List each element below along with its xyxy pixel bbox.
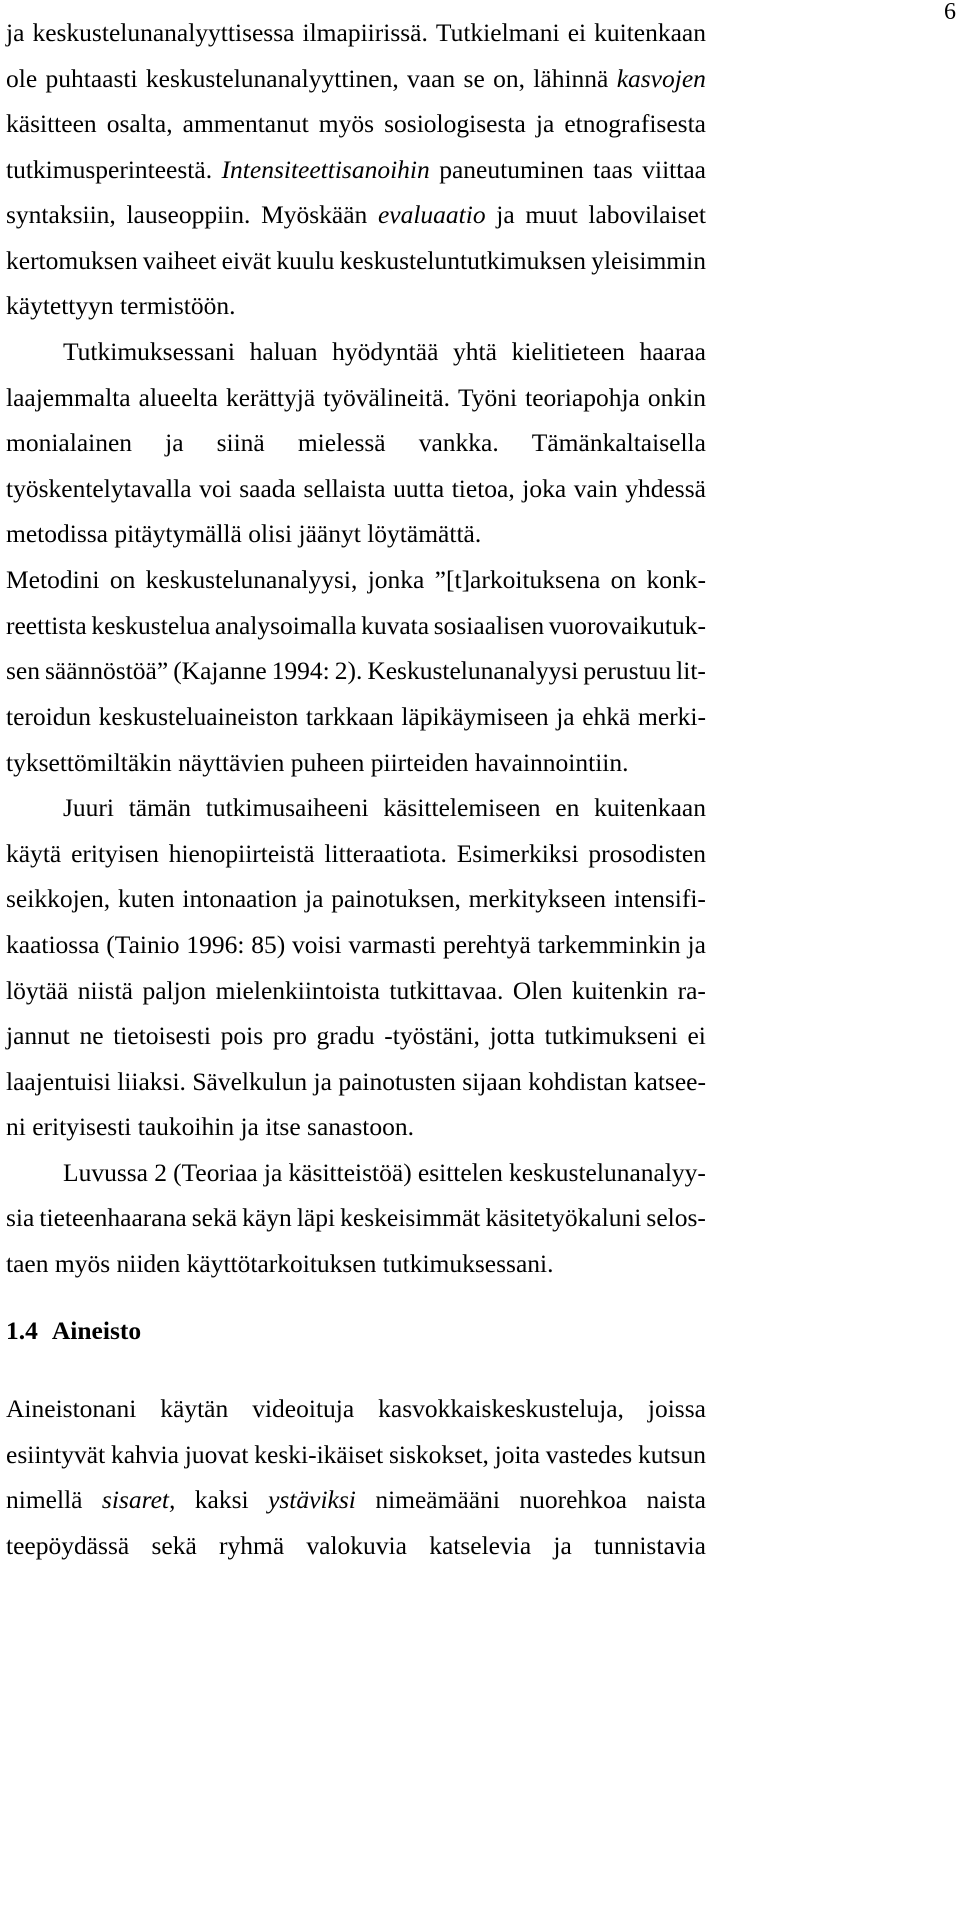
word: 85) bbox=[251, 930, 286, 959]
word: säännöstöä” bbox=[44, 656, 169, 685]
word: pitäytymällä bbox=[114, 519, 249, 548]
word: Keskustelunanalyysi bbox=[367, 656, 579, 685]
word: haluan bbox=[249, 337, 318, 366]
word: tarkkaan bbox=[305, 702, 394, 731]
word: katselevia bbox=[429, 1531, 532, 1560]
word: keskustelunanalyy- bbox=[509, 1158, 706, 1187]
word: ilmapiirissä. bbox=[302, 18, 428, 47]
word: näyttävien bbox=[178, 748, 291, 777]
word: käsitteen bbox=[6, 109, 97, 138]
text-line bbox=[6, 428, 706, 458]
word: joita bbox=[494, 1440, 540, 1469]
text-line bbox=[6, 702, 706, 732]
word: ne bbox=[79, 1021, 104, 1050]
word: kohdistan bbox=[528, 1067, 628, 1096]
word: sellaista bbox=[303, 474, 386, 503]
word: intensifi- bbox=[613, 884, 706, 913]
word: tietoisesti bbox=[113, 1021, 211, 1050]
word: ja bbox=[6, 18, 25, 47]
word: sijaan bbox=[462, 1067, 522, 1096]
text-line bbox=[6, 1485, 706, 1515]
word: taas bbox=[593, 155, 633, 184]
word: ja bbox=[304, 884, 324, 913]
word: ra- bbox=[677, 976, 706, 1005]
text-line bbox=[6, 64, 706, 94]
word: kuulu bbox=[276, 246, 335, 275]
word: videoituja bbox=[252, 1394, 355, 1423]
word: Esimerkiksi bbox=[456, 839, 579, 868]
word: varmasti bbox=[348, 930, 437, 959]
text-line bbox=[6, 1112, 706, 1142]
word: merki- bbox=[637, 702, 706, 731]
word: sekä bbox=[151, 1531, 197, 1560]
word: laajemmalta bbox=[6, 383, 131, 412]
word: perehtyä bbox=[443, 930, 531, 959]
word: vankka. bbox=[418, 428, 499, 457]
word: (Kajanne bbox=[173, 656, 267, 685]
italic-word: sisaret, bbox=[101, 1485, 176, 1514]
word: katsee- bbox=[633, 1067, 706, 1096]
word: alueelta bbox=[138, 383, 218, 412]
text-line bbox=[6, 565, 706, 595]
word: käytä bbox=[6, 839, 62, 868]
word: lauseoppiin. bbox=[126, 200, 251, 229]
word: on bbox=[109, 565, 136, 594]
word: jotta bbox=[489, 1021, 535, 1050]
word: löytää bbox=[6, 976, 69, 1005]
word: naista bbox=[646, 1485, 706, 1514]
word: nuorehkoa bbox=[519, 1485, 628, 1514]
word: on, bbox=[493, 64, 525, 93]
word: ”[t]arkoituksena bbox=[434, 565, 601, 594]
word: Olen bbox=[512, 976, 563, 1005]
word: puheen bbox=[290, 748, 371, 777]
word: vuorovaikutuk- bbox=[548, 611, 706, 640]
word: teoriapohja bbox=[525, 383, 640, 412]
text-line bbox=[6, 474, 706, 504]
word: niiden bbox=[116, 1249, 187, 1278]
word: -työstäni, bbox=[384, 1021, 480, 1050]
word: sosiaalisen bbox=[433, 611, 545, 640]
word: valokuvia bbox=[306, 1531, 407, 1560]
text-line bbox=[6, 1440, 706, 1470]
word: intonaation bbox=[182, 884, 298, 913]
text-line bbox=[6, 611, 706, 641]
word: myös bbox=[318, 109, 375, 138]
word: olisi bbox=[248, 519, 299, 548]
word: litteraatiota. bbox=[324, 839, 447, 868]
text-line bbox=[6, 200, 706, 230]
word: työvälineitä. bbox=[323, 383, 450, 412]
word: ryhmä bbox=[219, 1531, 285, 1560]
word: taukoihin bbox=[137, 1112, 241, 1141]
word: kutsun bbox=[637, 1440, 706, 1469]
word: 2). bbox=[334, 656, 363, 685]
word: metodissa bbox=[6, 519, 115, 548]
word: erityisesti bbox=[32, 1112, 138, 1141]
word: havainnointiin. bbox=[474, 748, 629, 777]
section-heading bbox=[6, 1316, 141, 1346]
word: tieteenhaarana bbox=[39, 1203, 187, 1232]
text-line bbox=[6, 519, 706, 549]
word: itse bbox=[265, 1112, 308, 1141]
text-line bbox=[63, 1158, 706, 1188]
word: tutkimusperinteestä. bbox=[6, 155, 213, 184]
text-line bbox=[6, 884, 706, 914]
word: käsittelemiseen bbox=[383, 793, 541, 822]
word: käytän bbox=[160, 1394, 229, 1423]
word: myös bbox=[54, 1249, 117, 1278]
word: hyödyntää bbox=[332, 337, 439, 366]
word: teepöydässä bbox=[6, 1531, 130, 1560]
word: ehkä bbox=[582, 702, 631, 731]
text-line bbox=[6, 839, 706, 869]
text-line bbox=[6, 18, 706, 48]
page-number: 6 bbox=[944, 0, 956, 25]
word: vaiheet bbox=[142, 246, 217, 275]
text-line bbox=[6, 748, 706, 778]
word: kertomuksen bbox=[6, 246, 138, 275]
word: Tutkimuksessani bbox=[63, 337, 235, 366]
word: (Teoriaa bbox=[173, 1158, 258, 1187]
word: Työni bbox=[457, 383, 518, 412]
word: siskokset, bbox=[388, 1440, 489, 1469]
word: sanastoon. bbox=[307, 1112, 414, 1141]
word: teroidun bbox=[6, 702, 91, 731]
word: paneutuminen bbox=[439, 155, 584, 184]
word: selos- bbox=[646, 1203, 706, 1232]
word: eivät bbox=[221, 246, 272, 275]
word: ja bbox=[263, 1158, 283, 1187]
word: Juuri bbox=[63, 793, 114, 822]
word: ni bbox=[6, 1112, 33, 1141]
word: puhtaasti bbox=[45, 64, 138, 93]
text-line bbox=[6, 1531, 706, 1561]
word: termistöön. bbox=[120, 291, 236, 320]
word: Myöskään bbox=[261, 200, 368, 229]
word: löytämättä. bbox=[367, 519, 482, 548]
word: ja bbox=[313, 1067, 332, 1096]
word: tarkemminkin bbox=[537, 930, 681, 959]
text-line bbox=[6, 1203, 706, 1233]
word: keskusteluntutkimuksen bbox=[339, 246, 587, 275]
word: ei bbox=[687, 1021, 706, 1050]
word: tämän bbox=[128, 793, 192, 822]
text-line bbox=[6, 1249, 706, 1279]
word: voi bbox=[199, 474, 232, 503]
word: muut bbox=[525, 200, 578, 229]
text-line bbox=[6, 976, 706, 1006]
word: nimellä bbox=[6, 1485, 83, 1514]
word: erityisen bbox=[71, 839, 159, 868]
word: voisi bbox=[292, 930, 342, 959]
word: (Tainio bbox=[106, 930, 180, 959]
word: sia bbox=[6, 1203, 35, 1232]
word: liiaksi. bbox=[117, 1067, 186, 1096]
word: joissa bbox=[647, 1394, 706, 1423]
word: sen bbox=[6, 656, 40, 685]
word: se bbox=[463, 64, 485, 93]
word: ja bbox=[535, 109, 555, 138]
word: niistä bbox=[77, 976, 133, 1005]
text-line bbox=[6, 1021, 706, 1051]
word: kahvia bbox=[110, 1440, 179, 1469]
word: keskustelua bbox=[91, 611, 211, 640]
word: seikkojen, bbox=[6, 884, 111, 913]
word: yleisimmin bbox=[591, 246, 706, 275]
word: pois bbox=[220, 1021, 264, 1050]
word: ja bbox=[165, 428, 184, 457]
word: tunnistavia bbox=[594, 1531, 706, 1560]
word: piirteiden bbox=[370, 748, 475, 777]
word: konk- bbox=[646, 565, 706, 594]
word: hienopiirteistä bbox=[168, 839, 315, 868]
word: mielessä bbox=[297, 428, 386, 457]
italic-word: ystäviksi bbox=[268, 1485, 356, 1514]
word: käyn bbox=[242, 1203, 292, 1232]
word: sosiologisesta bbox=[384, 109, 526, 138]
word: vaan bbox=[407, 64, 456, 93]
word: vain bbox=[573, 474, 618, 503]
word: Tutkielmani bbox=[435, 18, 560, 47]
word: kuvata bbox=[361, 611, 430, 640]
word: esittelen bbox=[417, 1158, 503, 1187]
word: osalta, bbox=[106, 109, 173, 138]
word: kuitenkaan bbox=[594, 18, 706, 47]
word: tutkimukseni bbox=[544, 1021, 678, 1050]
text-line bbox=[6, 109, 706, 139]
word: kasvokkaiskeskusteluja, bbox=[378, 1394, 624, 1423]
word: kaksi bbox=[194, 1485, 249, 1514]
word: jonka bbox=[367, 565, 425, 594]
italic-word: Intensiteettisanoihin bbox=[221, 155, 430, 184]
word: merkitykseen bbox=[468, 884, 607, 913]
word: keskeisimmät bbox=[340, 1203, 481, 1232]
text-line bbox=[63, 337, 706, 367]
word: 1994: bbox=[271, 656, 330, 685]
word: keskusteluaineiston bbox=[98, 702, 299, 731]
italic-word: evaluaatio bbox=[377, 200, 486, 229]
word: kaatiossa bbox=[6, 930, 100, 959]
text-line bbox=[6, 1394, 706, 1424]
word: jannut bbox=[6, 1021, 70, 1050]
word: 2 bbox=[154, 1158, 167, 1187]
word: on bbox=[610, 565, 637, 594]
word: keskustelunanalyyttisessa bbox=[32, 18, 295, 47]
text-line bbox=[6, 1067, 706, 1097]
word: labovilaiset bbox=[588, 200, 706, 229]
text-line bbox=[63, 793, 706, 823]
word: Luvussa bbox=[63, 1158, 148, 1187]
word: paljon bbox=[142, 976, 207, 1005]
word: uutta bbox=[393, 474, 445, 503]
word: ja bbox=[687, 930, 706, 959]
word: yhtä bbox=[453, 337, 497, 366]
word: sekä bbox=[191, 1203, 238, 1232]
word: läpi bbox=[296, 1203, 336, 1232]
text-line bbox=[6, 155, 706, 185]
word: käsitteistöä) bbox=[288, 1158, 412, 1187]
word: kuitenkaan bbox=[594, 793, 706, 822]
word: prosodisten bbox=[588, 839, 706, 868]
word: läpikäymiseen bbox=[401, 702, 549, 731]
word: etnografisesta bbox=[564, 109, 706, 138]
word: monialainen bbox=[6, 428, 133, 457]
word: mielenkiintoista bbox=[215, 976, 380, 1005]
word: käsitetyökaluni bbox=[485, 1203, 642, 1232]
word: kielitieteen bbox=[511, 337, 625, 366]
italic-word: kasvojen bbox=[616, 64, 706, 93]
word: tutkittavaa. bbox=[389, 976, 504, 1005]
word: siinä bbox=[216, 428, 265, 457]
word: kerättyjä bbox=[225, 383, 316, 412]
section-number: 1.4 bbox=[6, 1316, 38, 1345]
word: painotusten bbox=[338, 1067, 456, 1096]
word: tutkimuksessani. bbox=[382, 1249, 554, 1278]
word: painotuksen, bbox=[331, 884, 461, 913]
word: käyttötarkoituksen bbox=[186, 1249, 383, 1278]
word: taen bbox=[6, 1249, 55, 1278]
word: Metodini bbox=[6, 565, 100, 594]
word: yhdessä bbox=[625, 474, 706, 503]
word: perustuu bbox=[583, 656, 672, 685]
word: ja bbox=[240, 1112, 266, 1141]
word: tietoa, bbox=[451, 474, 515, 503]
word: gradu bbox=[316, 1021, 375, 1050]
word: lähinnä bbox=[533, 64, 609, 93]
word: analysoimalla bbox=[214, 611, 357, 640]
word: keski-ikäiset bbox=[254, 1440, 384, 1469]
word: ja bbox=[496, 200, 515, 229]
word: ja bbox=[556, 702, 575, 731]
word: reettista bbox=[6, 611, 87, 640]
word: Sävelkulun bbox=[192, 1067, 308, 1096]
section-title: Aineisto bbox=[51, 1316, 142, 1345]
word: joka bbox=[522, 474, 567, 503]
word: ammentanut bbox=[182, 109, 309, 138]
word: työskentelytavalla bbox=[6, 474, 192, 503]
word: 1996: bbox=[186, 930, 245, 959]
word: laajentuisi bbox=[6, 1067, 111, 1096]
text-line bbox=[6, 246, 706, 276]
text-line bbox=[6, 930, 706, 960]
word: lit- bbox=[676, 656, 706, 685]
word: syntaksiin, bbox=[6, 200, 116, 229]
word: tyksettömiltäkin bbox=[6, 748, 179, 777]
word: kuitenkin bbox=[571, 976, 669, 1005]
word: saada bbox=[239, 474, 296, 503]
word: onkin bbox=[647, 383, 706, 412]
word: käytettyyn bbox=[6, 291, 121, 320]
word: ole bbox=[6, 64, 38, 93]
word: Tämänkaltaisella bbox=[531, 428, 706, 457]
word: jäänyt bbox=[298, 519, 368, 548]
word: juovat bbox=[184, 1440, 249, 1469]
word: ei bbox=[567, 18, 587, 47]
word: viittaa bbox=[642, 155, 706, 184]
word: keskustelunanalyysi, bbox=[145, 565, 358, 594]
text-line bbox=[6, 656, 706, 686]
text-line bbox=[6, 383, 706, 413]
word: pro bbox=[272, 1021, 307, 1050]
word: ja bbox=[553, 1531, 572, 1560]
word: nimeämääni bbox=[375, 1485, 500, 1514]
word: en bbox=[555, 793, 580, 822]
word: Aineistonani bbox=[6, 1394, 137, 1423]
word: haaraa bbox=[639, 337, 706, 366]
word: tutkimusaiheeni bbox=[205, 793, 369, 822]
word: esiintyvät bbox=[6, 1440, 106, 1469]
word: vastedes bbox=[545, 1440, 633, 1469]
text-line bbox=[6, 291, 706, 321]
word: keskustelunanalyyttinen, bbox=[145, 64, 399, 93]
word: kuten bbox=[117, 884, 175, 913]
